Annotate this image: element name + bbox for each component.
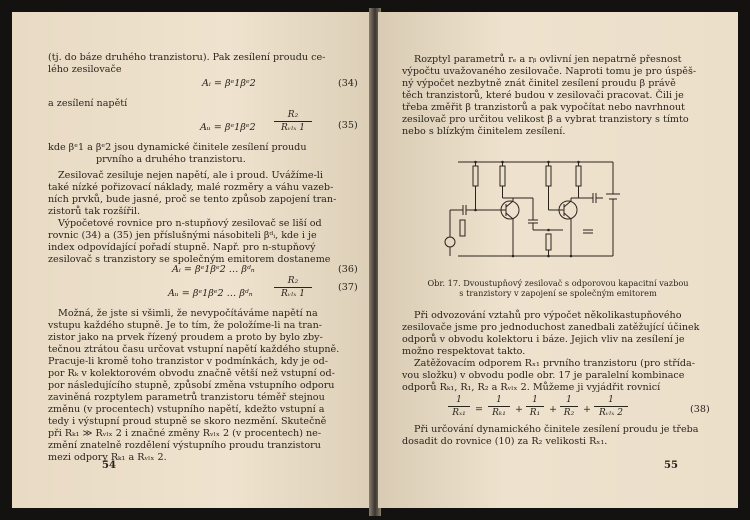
text-line: tečnou ztrátou času určovat vstupní napětí každého stupně. (48, 344, 340, 355)
fraction-denominator: R₂ (563, 408, 575, 418)
fraction-numerator: R₂ (287, 276, 299, 286)
text-line: (tj. do báze druhého tranzistoru). Pak zesílení proudu ce- (48, 52, 326, 63)
text-line: Možná, že jste si všimli, že nevypočítáváme napětí na (58, 308, 318, 319)
text-line: zistorů tak rozšířil. (48, 206, 141, 217)
text-line: zesilovač s tranzistory se společným emitorem dostaneme (48, 254, 331, 265)
equation-number: (37) (338, 282, 358, 293)
text-line: lého zesilovače (48, 64, 122, 75)
equation-36: Aᵢ = βᵉ1βᵉ2 … βᵈₙ (172, 264, 255, 275)
text-line: rovnic (34) a (35) jen příslušnými násobiteli βᵈᵢ, kde i je (48, 230, 317, 241)
text-line: ních prvků, bude jasné, proč se tento způsob zapojení tran- (48, 194, 337, 205)
equation-35-fraction (274, 110, 312, 133)
equation-number: (35) (338, 120, 358, 131)
text-line: vou složku) v obvodu podle obr. 17 je paralelní kombinace (402, 370, 685, 381)
text-line: Rozptyl parametrů rₑ a rᵦ ovlivní jen nepatrně přesnost (414, 54, 682, 65)
text-line: Při odvozování vztahů pro výpočet několikastupňového (414, 310, 682, 321)
text-line: index odpovídající pořadí stupně. Např. pro n-stupňový (48, 242, 316, 253)
fraction-denominator: Rᵥₗₓ 2 (598, 408, 624, 418)
fraction-denominator: Rₖ₁ (492, 408, 506, 418)
left-page (12, 12, 372, 508)
plus-sign: + (515, 404, 524, 415)
text-line: při Rₖ₁ ≫ Rᵥₗₓ 2 i značné změny Rᵥₗₓ 2 (v procentech) ne- (48, 428, 322, 439)
fraction-denominator: R₁ (529, 408, 541, 418)
text-line: Zatěžovacím odporem Rₓ₁ prvního tranzistoru (pro střída- (414, 358, 695, 369)
fraction-denominator: Rᵥₗₓ 1 (280, 123, 306, 133)
plus-sign: + (549, 404, 558, 415)
fraction-numerator: R₂ (287, 110, 299, 120)
text-line: těch tranzistorů, které budou v zesilovači pracovat. Čili je (402, 90, 684, 101)
equation-35-lhs: Aᵤ = βᵉ1βᵉ2 (200, 122, 256, 133)
equation-34: Aᵢ = βᵉ1βᵉ2 (202, 78, 256, 89)
text-line: také nízké pořizovací náklady, malé rozměry a váhu vazeb- (48, 182, 334, 193)
text-line: nebo s blízkým činitelem zesílení. (402, 126, 566, 137)
fraction-denominator: Rᵥₗₓ 1 (280, 289, 306, 299)
text-line: kde βᵉ1 a βᵉ2 jsou dynamické činitele zesílení proudu (48, 142, 307, 153)
fraction-denominator: Rₓ₁ (452, 408, 466, 418)
text-line: mezi odpory Rₖ₁ a Rᵥₗₓ 2. (48, 452, 167, 463)
text-line: ný výpočet nezbytně znát činitel zesílení proudu β právě (402, 78, 676, 89)
equation-number: (38) (690, 404, 710, 415)
text-line: možno respektovat takto. (402, 346, 526, 357)
fraction-numerator: 1 (456, 395, 462, 405)
figure-caption-line: Obr. 17. Dvoustupňový zesilovač s odporovou kapacitní vazbou (427, 278, 689, 288)
circuit-diagram (438, 150, 628, 270)
open-book (12, 8, 738, 516)
fraction-numerator: 1 (566, 395, 572, 405)
text-line: a zesílení napětí (48, 98, 128, 109)
text-line: vstupu každého stupně. Je to tím, že položíme-li na tran- (48, 320, 322, 331)
text-line: prvního a druhého tranzistoru. (96, 154, 246, 165)
right-page (378, 12, 738, 508)
text-line: třeba změřit β tranzistorů a pak vypočítat nebo navrhnout (402, 102, 685, 113)
text-line: Zesilovač zesiluje nejen napětí, ale i proud. Uvážíme-li (58, 170, 323, 181)
text-line: tedy i výstupní proud stupně se skoro nezmění. Skutečně (48, 416, 327, 427)
plus-sign: + (583, 404, 592, 415)
equation-number: (36) (338, 264, 358, 275)
text-line: změnu (v procentech) vstupního napětí, kdežto vstupní a (48, 404, 325, 415)
text-line: zistor jako na prvek řízený proudem a proto by bylo zby- (48, 332, 323, 343)
figure-caption-line: s tranzistory v zapojení se společným emitorem (459, 288, 657, 298)
fraction-numerator: 1 (496, 395, 502, 405)
equals-sign: = (475, 404, 484, 415)
text-line: odporů v obvodu kolektoru i báze. Jejich vliv na zesílení je (402, 334, 685, 345)
fraction-numerator: 1 (532, 395, 538, 405)
equation-number: (34) (338, 78, 358, 89)
text-line: dosadit do rovnice (10) za R₂ velikosti Rₓ₁. (402, 436, 608, 447)
equation-37-fraction (274, 276, 312, 299)
fraction-numerator: 1 (608, 395, 614, 405)
text-line: zaviněná rozptylem parametrů tranzistoru téměř stejnou (48, 392, 325, 403)
text-line: Výpočetové rovnice pro n-stupňový zesilovač se liší od (58, 218, 322, 229)
page-number: 55 (664, 460, 678, 471)
text-line: zesilovače jsme pro jednoduchost zanedbali zatěžující účinek (402, 322, 700, 333)
text-line: por Rₖ v kolektorovém obvodu značně větší než vstupní od- (48, 368, 335, 379)
text-line: změní znatelně rozdělení výstupního proudu tranzistoru (48, 440, 321, 451)
text-line: Pracuje-li kromě toho tranzistor v podmínkách, kdy je od- (48, 356, 329, 367)
text-line: Při určování dynamického činitele zesílení proudu je třeba (414, 424, 699, 435)
text-line: por následujícího stupně, způsobí změna vstupního odporu (48, 380, 335, 391)
text-line: zesilovač pro určitou velikost β a vybrat tranzistory s tímto (402, 114, 689, 125)
equation-37-lhs: Aᵤ = βᵉ1βᵉ2 … βᵈₙ (168, 288, 253, 299)
page-number: 54 (102, 460, 116, 471)
text-line: odporů Rₖ₁, R₁, R₂ a Rᵥₗₓ 2. Můžeme ji vyjádřit rovnicí (402, 382, 661, 393)
text-line: výpočtu uvažovaného zesilovače. Naproti tomu je pro úspěš- (402, 66, 697, 77)
